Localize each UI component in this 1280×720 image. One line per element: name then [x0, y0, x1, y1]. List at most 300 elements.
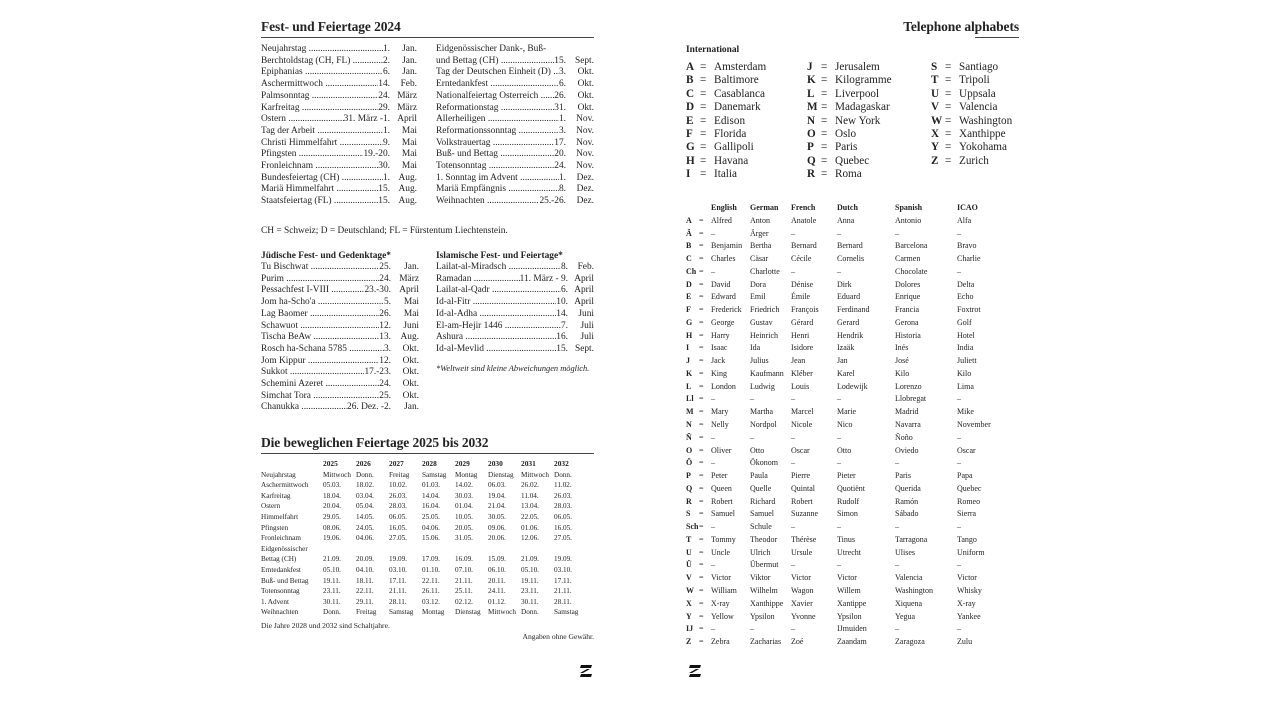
holiday-row: [436, 321, 594, 333]
alphabet-word: José: [895, 356, 909, 366]
alphabet-word: Otto: [750, 445, 765, 455]
movable-date: 01.10.: [422, 565, 440, 574]
movable-date: 06.05.: [554, 512, 572, 521]
movable-row: [261, 523, 587, 534]
alphabet-letter: O: [686, 445, 693, 455]
intl-letter: A: [686, 61, 695, 73]
leap-note: Die Jahre 2028 und 2032 sind Schaltjahre.: [261, 621, 390, 630]
alphabet-word: Kilo: [895, 368, 910, 378]
alphabet-word: Enrique: [895, 292, 921, 302]
intl-word: Amsterdam: [714, 61, 767, 73]
holiday-row: [261, 309, 419, 321]
intl-word: Liverpool: [835, 87, 880, 100]
equals-sign: =: [699, 381, 704, 391]
alphabet-row: [686, 611, 997, 624]
movable-date: 14.02.: [455, 481, 473, 490]
movable-date: 30.03.: [455, 491, 473, 500]
alphabet-word: Gerard: [837, 317, 860, 327]
movable-date: 18.11.: [356, 576, 374, 585]
alphabet-row: [686, 317, 997, 330]
alphabet-word: –: [711, 228, 715, 238]
movable-date: 01.06.: [521, 523, 539, 532]
movable-date: Freitag: [356, 608, 377, 617]
holiday-date: 25.-26.: [539, 196, 566, 207]
holiday-date: 8.: [560, 262, 568, 272]
alphabet-row: [686, 266, 997, 279]
intl-row: [807, 101, 892, 114]
movable-holiday-name: 1. Advent: [261, 597, 289, 606]
alphabet-word: Willem: [837, 585, 861, 595]
alphabet-row: [686, 598, 997, 611]
alphabet-word: Zoé: [791, 637, 804, 647]
movable-date: 22.05.: [521, 512, 539, 521]
equals-sign: =: [821, 114, 828, 127]
alphabet-word: Ulises: [895, 547, 915, 557]
movable-date: 16.09.: [455, 555, 473, 564]
alphabet-letter: B: [686, 241, 692, 251]
holiday-name: Berchtoldstag (CH, FL) .....: [261, 56, 383, 68]
language-header: French: [791, 203, 816, 212]
holiday-row: [261, 67, 417, 79]
alphabet-table: [686, 202, 997, 649]
movable-date: Donn.: [356, 470, 374, 479]
equals-sign: =: [699, 317, 704, 327]
alphabet-word: –: [791, 624, 795, 634]
alphabet-word: Samuel: [711, 509, 735, 519]
alphabet-word: –: [791, 522, 795, 532]
language-header: English: [711, 203, 737, 212]
alphabet-word: Edward: [711, 292, 736, 302]
alphabet-letter: M: [686, 407, 694, 417]
movable-row: [261, 607, 587, 618]
intl-word: Oslo: [835, 128, 857, 141]
movable-date: 29.11.: [356, 597, 374, 606]
holiday-month: Mai: [403, 308, 419, 319]
movable-date: 24.11.: [488, 587, 506, 596]
alphabet-word: India: [957, 343, 974, 353]
alphabet-word: Anna: [837, 215, 855, 225]
alphabet-word: –: [791, 560, 795, 570]
alphabet-word: Quotiënt: [837, 483, 865, 493]
movable-date: 14.05.: [356, 512, 374, 521]
holiday-month: Feb.: [577, 262, 594, 272]
intl-letter: G: [686, 141, 695, 154]
alphabet-word: Victor: [837, 573, 857, 583]
alphabet-letter: Q: [686, 483, 693, 493]
alphabet-word: –: [750, 394, 754, 404]
alphabet-letter: G: [686, 317, 693, 327]
alphabet-word: Gerona: [895, 317, 919, 327]
holiday-row: [261, 321, 419, 333]
holiday-month: Sept.: [574, 55, 594, 66]
holiday-name: Tag der Arbeit .....: [261, 126, 383, 138]
equals-sign: =: [699, 394, 704, 404]
equals-sign: =: [699, 560, 704, 570]
alphabet-letter: N: [686, 420, 692, 430]
alphabet-word: Echo: [957, 292, 974, 302]
alphabet-word: Valencia: [895, 573, 923, 583]
title-rule: [261, 37, 594, 38]
holiday-name: Sukkot .....: [261, 367, 364, 379]
holiday-date: 12.: [379, 355, 391, 366]
alphabet-word: Charles: [711, 254, 736, 264]
alphabet-word: Yegua: [895, 611, 916, 621]
alphabet-word: Barcelona: [895, 241, 928, 251]
holiday-month: Juni: [578, 308, 594, 319]
movable-date: 05.04.: [356, 502, 374, 511]
alphabet-row: [686, 291, 997, 304]
alphabet-word: Lorenzo: [895, 381, 922, 391]
alphabet-letter: I: [686, 343, 690, 353]
equals-sign: =: [699, 407, 704, 417]
alphabet-letter: Y: [686, 611, 692, 621]
holiday-date: 15.: [378, 196, 390, 207]
year-header: 2026: [356, 459, 371, 468]
alphabet-word: Paula: [750, 471, 768, 481]
movable-row: [261, 501, 587, 512]
holiday-date: 7.: [560, 320, 568, 331]
alphabet-word: Juliett: [957, 356, 977, 366]
alphabet-word: –: [837, 266, 841, 276]
intl-row: [931, 74, 1012, 87]
alphabet-word: –: [837, 458, 841, 468]
holiday-date: 8.: [558, 184, 566, 195]
alphabet-word: Bernard: [791, 241, 817, 251]
intl-letter: D: [686, 101, 695, 114]
holiday-month: Nov.: [576, 125, 594, 136]
equals-sign: =: [821, 61, 828, 73]
alphabet-word: Karel: [837, 368, 855, 378]
alphabet-word: –: [791, 228, 795, 238]
holiday-month: Mai: [401, 125, 417, 136]
alphabet-word: Dora: [750, 279, 766, 289]
intl-word: Uppsala: [959, 87, 996, 100]
holiday-month: Okt.: [402, 343, 419, 354]
holiday-date: 25.: [379, 390, 391, 401]
holiday-date: 29.: [378, 102, 390, 113]
equals-sign: =: [699, 432, 704, 442]
holiday-row: [261, 161, 417, 173]
islamic-title: Islamische Fest- und Feiertage*: [436, 251, 563, 261]
movable-date: 03.12.: [422, 597, 440, 606]
alphabet-word: Marcel: [791, 407, 814, 417]
holiday-row: [436, 91, 594, 103]
alphabet-word: Quebec: [957, 483, 982, 493]
movable-date: 03.10.: [554, 565, 572, 574]
alphabet-letter: S: [686, 509, 691, 519]
holiday-name: Erntedankfest .....: [436, 79, 559, 91]
alphabet-letter: Ö: [686, 458, 693, 468]
movable-date: 19.11.: [521, 576, 539, 585]
alphabet-word: Oviedo: [895, 445, 919, 455]
movable-date: Donn.: [323, 608, 341, 617]
movable-date: 30.11.: [323, 597, 341, 606]
movable-date: 28.03.: [554, 502, 572, 511]
language-header: ICAO: [957, 203, 978, 212]
movable-date: 19.06.: [323, 534, 341, 543]
alphabet-word: Tarragona: [895, 534, 928, 544]
alphabet-word: Mary: [711, 407, 729, 417]
holiday-month: Mai: [401, 137, 417, 148]
holiday-month: Nov.: [576, 161, 594, 172]
alphabet-word: –: [711, 560, 715, 570]
alphabet-word: Paris: [895, 471, 911, 481]
holiday-date: 31. März -1.: [343, 114, 390, 125]
holiday-name: Mariä Himmelfahrt .....: [261, 184, 378, 196]
holiday-row: [261, 285, 419, 297]
holiday-name: Tu Bischwat .....: [261, 262, 379, 274]
movable-date: 01.12.: [488, 597, 506, 606]
holiday-name: 1. Sonntag im Advent .....: [436, 173, 559, 185]
alphabet-word: Charlie: [957, 254, 981, 264]
holiday-date: 6.: [558, 79, 566, 90]
holiday-row: [261, 332, 419, 344]
equals-sign: =: [700, 154, 707, 167]
alphabet-word: Hotel: [957, 330, 975, 340]
holiday-date: 24.: [554, 161, 566, 172]
intl-row: [931, 61, 1012, 74]
year-header: 2029: [455, 459, 470, 468]
alphabet-word: Zaandam: [837, 637, 867, 647]
alphabet-word: –: [711, 394, 715, 404]
intl-letter: X: [931, 128, 940, 141]
holiday-name: Mariä Empfängnis .....: [436, 184, 559, 196]
holiday-row: [261, 262, 419, 274]
movable-date: Mittwoch: [488, 608, 516, 617]
holiday-month: Sept.: [574, 343, 594, 354]
alphabet-word: George: [711, 317, 735, 327]
s-logo-icon: [686, 662, 704, 680]
movable-date: 21.11.: [455, 576, 473, 585]
alphabet-word: –: [791, 394, 795, 404]
equals-sign: =: [700, 101, 707, 114]
movable-row: [261, 512, 587, 523]
equals-sign: =: [945, 74, 952, 87]
movable-date: 07.10.: [455, 565, 473, 574]
alphabet-word: King: [711, 368, 727, 378]
alphabet-word: Cornelis: [837, 254, 865, 264]
alphabet-word: Oscar: [791, 445, 810, 455]
equals-sign: =: [699, 279, 704, 289]
movable-date: 25.05.: [422, 512, 440, 521]
intl-letter: J: [807, 61, 813, 73]
holiday-date: 16.: [556, 332, 568, 343]
equals-sign: =: [699, 585, 704, 595]
holiday-month: Mai: [403, 297, 419, 308]
equals-sign: =: [699, 254, 704, 264]
movable-date: 18.02.: [356, 481, 374, 490]
alphabet-word: Ypsilon: [837, 611, 862, 621]
intl-word: Zurich: [959, 154, 989, 167]
alphabet-word: –: [711, 458, 715, 468]
movable-row: [261, 470, 587, 481]
alphabet-word: Foxtrot: [957, 305, 981, 315]
movable-date: 03.10.: [389, 565, 407, 574]
holiday-row: [436, 161, 594, 173]
movable-date: 20.11.: [488, 576, 506, 585]
movable-date: [389, 544, 422, 555]
alphabet-row: [686, 547, 997, 560]
alphabet-word: Carmen: [895, 254, 921, 264]
movable-date: 20.06.: [488, 534, 506, 543]
alphabet-word: Victor: [957, 573, 977, 583]
movable-date: 20.04.: [323, 502, 341, 511]
holiday-row: [261, 103, 417, 115]
intl-row: [931, 155, 1012, 168]
alphabet-word: Marie: [837, 407, 857, 417]
equals-sign: =: [699, 573, 704, 583]
holidays-column-2: [436, 44, 594, 208]
alphabet-word: Querida: [895, 483, 921, 493]
alphabet-word: Ňoño: [895, 432, 913, 442]
holiday-name: Staatsfeiertag (FL) .....: [261, 196, 378, 208]
alphabet-word: Golf: [957, 317, 972, 327]
alphabet-row: [686, 330, 997, 343]
holiday-month: April: [399, 285, 419, 296]
holiday-date: 3.: [383, 343, 391, 354]
movable-date: 27.05.: [389, 534, 407, 543]
movable-date: 21.11.: [389, 587, 407, 596]
equals-sign: =: [700, 141, 707, 154]
holiday-month: Jan.: [404, 262, 419, 272]
holiday-month: März: [397, 102, 417, 113]
intl-letter: I: [686, 168, 691, 181]
alphabet-word: Ärger: [750, 228, 769, 238]
movable-date: 01.04.: [455, 502, 473, 511]
alphabet-word: Bernard: [837, 241, 863, 251]
alphabet-word: Eduard: [837, 292, 861, 302]
holiday-month: Aug.: [398, 172, 417, 183]
movable-date: 25.11.: [455, 587, 473, 596]
alphabet-row: [686, 228, 997, 241]
alphabet-word: Uniform: [957, 547, 985, 557]
movable-row: [261, 533, 587, 544]
holiday-date: 10.: [556, 297, 568, 308]
movable-holiday-name: Ostern: [261, 502, 281, 511]
alphabet-word: Übermut: [750, 560, 779, 570]
alphabet-word: –: [957, 432, 961, 442]
alphabet-row: [686, 534, 997, 547]
alphabet-word: Cäsar: [750, 254, 769, 264]
alphabet-word: Tinus: [837, 534, 855, 544]
alphabet-word: Friedrich: [750, 305, 780, 315]
alphabet-letter: V: [686, 573, 692, 583]
equals-sign: =: [699, 534, 704, 544]
holiday-date: 6.: [382, 67, 390, 78]
holiday-month: Okt.: [402, 367, 419, 378]
alphabet-letter: X: [686, 598, 692, 608]
alphabet-word: Rudolf: [837, 496, 860, 506]
holiday-month: Nov.: [576, 137, 594, 148]
equals-sign: =: [699, 445, 704, 455]
alphabet-word: Llobregat: [895, 394, 927, 404]
movable-date: 27.05.: [554, 534, 572, 543]
intl-letter: V: [931, 101, 940, 114]
alphabet-word: –: [895, 560, 899, 570]
alphabet-letter: A: [686, 215, 692, 225]
holiday-name: Ashura .....: [436, 332, 556, 344]
holiday-row: [261, 184, 417, 196]
holiday-row: [436, 184, 594, 196]
holiday-month: Okt.: [577, 102, 594, 113]
holiday-name: Karfreitag .....: [261, 103, 378, 115]
equals-sign: =: [699, 420, 704, 430]
intl-letter: E: [686, 114, 694, 127]
holiday-row: [436, 103, 594, 115]
alphabet-letter: T: [686, 534, 692, 544]
equals-sign: =: [699, 330, 704, 340]
alphabet-word: Robert: [711, 496, 733, 506]
holiday-row: [261, 344, 419, 356]
holiday-date: 12.: [379, 320, 391, 331]
alphabet-letter: W: [686, 585, 694, 595]
alphabet-word: Anton: [750, 215, 770, 225]
intl-word: Madagaskar: [835, 101, 890, 114]
movable-date: 06.10.: [488, 565, 506, 574]
intl-row: [807, 88, 892, 101]
movable-row: [261, 491, 587, 502]
movable-date: 28.03.: [389, 502, 407, 511]
holiday-date: 17.: [554, 137, 566, 148]
alphabet-word: Xanthippe: [750, 598, 784, 608]
alphabet-word: Francia: [895, 305, 919, 315]
equals-sign: =: [945, 141, 952, 154]
equals-sign: =: [821, 74, 828, 87]
movable-corner: [261, 459, 323, 470]
intl-row: [807, 128, 892, 141]
movable-holiday-name: Bettag (CH): [261, 555, 297, 564]
alphabet-word: Alfred: [711, 215, 732, 225]
intl-word: Edison: [714, 114, 746, 127]
alphabet-word: Kléber: [791, 368, 813, 378]
equals-sign: =: [699, 483, 704, 493]
s-logo-icon: [577, 662, 595, 680]
alphabet-word: Dolores: [895, 279, 921, 289]
holiday-date: 1.: [382, 44, 390, 54]
movable-date: [521, 544, 554, 555]
intl-row: [686, 61, 766, 74]
movable-date: Dienstag: [488, 470, 514, 479]
alphabet-letter: H: [686, 330, 693, 340]
alphabet-word: Heinrich: [750, 330, 778, 340]
holiday-month: März: [397, 90, 417, 101]
alphabet-word: Julius: [750, 356, 769, 366]
movable-holiday-name: Erntedankfest: [261, 565, 301, 574]
holiday-row: [436, 285, 594, 297]
alphabet-word: Sábado: [895, 509, 919, 519]
alphabet-word: Ramón: [895, 496, 919, 506]
holiday-date: 30.: [378, 161, 390, 172]
equals-sign: =: [699, 228, 704, 238]
holiday-name: Volkstrauertag .....: [436, 138, 554, 150]
alphabet-word: –: [957, 266, 961, 276]
holiday-row: [261, 356, 419, 368]
alphabet-word: Gérard: [791, 317, 814, 327]
alphabet-word: Samuel: [750, 509, 774, 519]
movable-date: 28.11.: [389, 597, 407, 606]
movable-table: [261, 459, 587, 618]
movable-row: [261, 554, 587, 565]
holiday-date: 26. Dez. -2.: [347, 402, 391, 413]
holiday-name: Ramadan .....: [436, 274, 520, 286]
movable-date: 04.06.: [356, 534, 374, 543]
alphabet-word: IJmuiden: [837, 624, 867, 634]
alphabet-letter: R: [686, 496, 692, 506]
alphabet-word: Viktor: [750, 573, 771, 583]
intl-word: Baltimore: [714, 74, 759, 87]
holidays-title: Fest- und Feiertage 2024: [261, 19, 401, 34]
alphabet-row: [686, 521, 997, 534]
